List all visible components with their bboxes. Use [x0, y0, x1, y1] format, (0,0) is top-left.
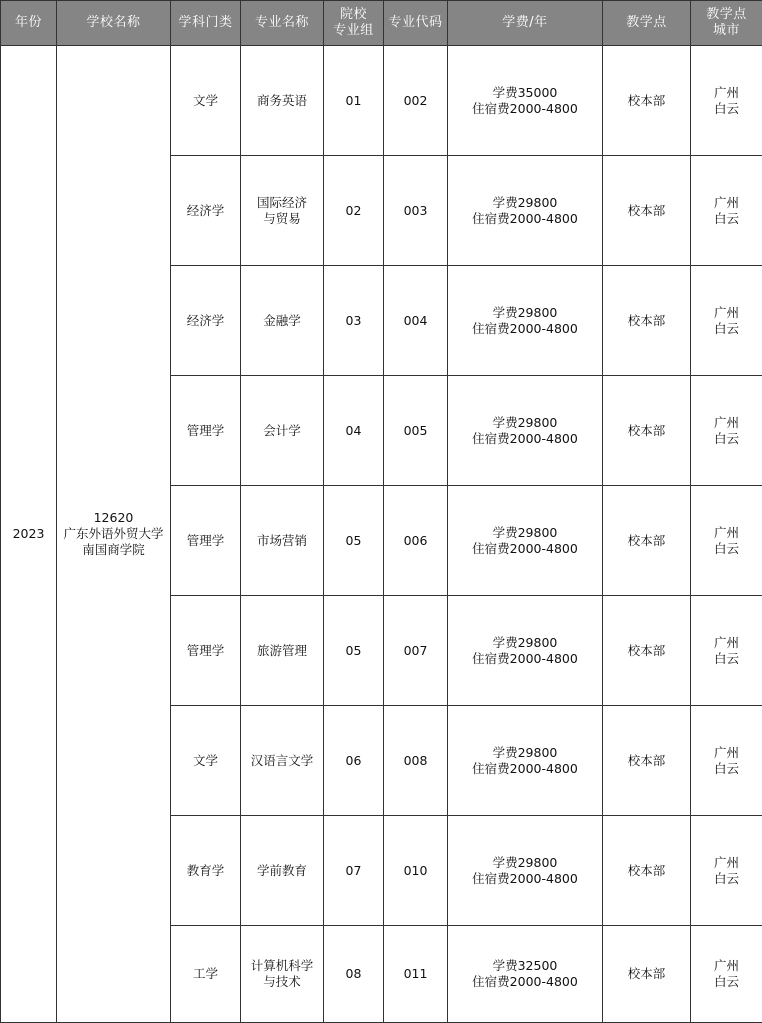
category-cell: 管理学 [171, 596, 241, 706]
category-cell: 工学 [171, 926, 241, 1023]
major-group-cell: 05 [324, 486, 384, 596]
major-name-cell: 会计学 [241, 376, 324, 486]
campus-cell: 校本部 [603, 926, 691, 1023]
campus-city-cell: 广州 白云 [691, 46, 762, 156]
major-name-cell: 市场营销 [241, 486, 324, 596]
campus-city-cell: 广州 白云 [691, 266, 762, 376]
campus-city-cell: 广州 白云 [691, 596, 762, 706]
major-code-cell: 003 [384, 156, 448, 266]
header-year: 年份 [1, 1, 57, 46]
campus-cell: 校本部 [603, 816, 691, 926]
header-major-name: 专业名称 [241, 1, 324, 46]
header-major-group: 院校 专业组 [324, 1, 384, 46]
major-code-cell: 006 [384, 486, 448, 596]
tuition-cell: 学费29800 住宿费2000-4800 [448, 266, 603, 376]
campus-cell: 校本部 [603, 46, 691, 156]
header-school-name: 学校名称 [57, 1, 171, 46]
major-code-cell: 005 [384, 376, 448, 486]
category-cell: 文学 [171, 706, 241, 816]
campus-cell: 校本部 [603, 376, 691, 486]
tuition-cell: 学费29800 住宿费2000-4800 [448, 816, 603, 926]
tuition-cell: 学费32500 住宿费2000-4800 [448, 926, 603, 1023]
tuition-cell: 学费29800 住宿费2000-4800 [448, 486, 603, 596]
category-cell: 文学 [171, 46, 241, 156]
campus-cell: 校本部 [603, 486, 691, 596]
campus-city-cell: 广州 白云 [691, 706, 762, 816]
category-cell: 教育学 [171, 816, 241, 926]
header-campus: 教学点 [603, 1, 691, 46]
table-row [1, 46, 762, 156]
tuition-cell: 学费29800 住宿费2000-4800 [448, 706, 603, 816]
tuition-cell: 学费29800 住宿费2000-4800 [448, 156, 603, 266]
category-cell: 管理学 [171, 376, 241, 486]
campus-city-cell: 广州 白云 [691, 926, 762, 1023]
category-cell: 经济学 [171, 156, 241, 266]
major-code-cell: 007 [384, 596, 448, 706]
major-group-cell: 06 [324, 706, 384, 816]
header-campus-city: 教学点 城市 [691, 1, 762, 46]
campus-city-cell: 广州 白云 [691, 376, 762, 486]
major-name-cell: 计算机科学 与技术 [241, 926, 324, 1023]
major-name-cell: 国际经济 与贸易 [241, 156, 324, 266]
campus-cell: 校本部 [603, 596, 691, 706]
campus-cell: 校本部 [603, 156, 691, 266]
major-group-cell: 08 [324, 926, 384, 1023]
major-name-cell: 汉语言文学 [241, 706, 324, 816]
major-code-cell: 002 [384, 46, 448, 156]
tuition-cell: 学费35000 住宿费2000-4800 [448, 46, 603, 156]
major-group-cell: 02 [324, 156, 384, 266]
major-name-cell: 金融学 [241, 266, 324, 376]
major-name-cell: 学前教育 [241, 816, 324, 926]
year-cell: 2023 [1, 46, 57, 1023]
major-name-cell: 旅游管理 [241, 596, 324, 706]
school-name-cell: 12620 广东外语外贸大学 南国商学院 [57, 46, 171, 1023]
header-category: 学科门类 [171, 1, 241, 46]
major-name-cell: 商务英语 [241, 46, 324, 156]
major-code-cell: 004 [384, 266, 448, 376]
header-major-code: 专业代码 [384, 1, 448, 46]
header-tuition: 学费/年 [448, 1, 603, 46]
campus-cell: 校本部 [603, 706, 691, 816]
campus-city-cell: 广州 白云 [691, 486, 762, 596]
major-code-cell: 008 [384, 706, 448, 816]
major-group-cell: 03 [324, 266, 384, 376]
category-cell: 经济学 [171, 266, 241, 376]
major-code-cell: 011 [384, 926, 448, 1023]
major-code-cell: 010 [384, 816, 448, 926]
category-cell: 管理学 [171, 486, 241, 596]
major-group-cell: 07 [324, 816, 384, 926]
tuition-cell: 学费29800 住宿费2000-4800 [448, 596, 603, 706]
major-group-cell: 01 [324, 46, 384, 156]
major-group-cell: 05 [324, 596, 384, 706]
tuition-cell: 学费29800 住宿费2000-4800 [448, 376, 603, 486]
major-group-cell: 04 [324, 376, 384, 486]
campus-city-cell: 广州 白云 [691, 156, 762, 266]
campus-cell: 校本部 [603, 266, 691, 376]
header-row [1, 1, 762, 46]
campus-city-cell: 广州 白云 [691, 816, 762, 926]
